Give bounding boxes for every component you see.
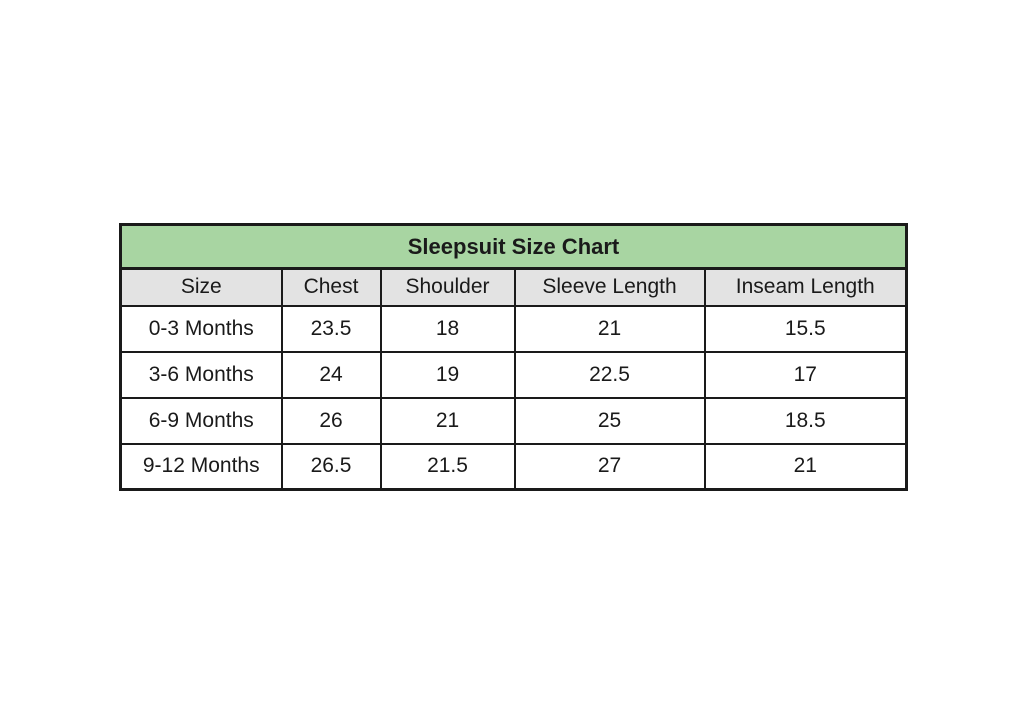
table-cell: 18.5	[705, 398, 907, 444]
table-cell: 17	[705, 352, 907, 398]
table-cell: 24	[282, 352, 381, 398]
table-cell: 23.5	[282, 306, 381, 352]
table-cell: 3-6 Months	[121, 352, 282, 398]
table-cell: 26.5	[282, 444, 381, 490]
size-chart	[119, 223, 908, 491]
column-header-shoulder: Shoulder	[381, 269, 515, 306]
table-row	[121, 352, 907, 398]
table-header-row	[121, 269, 907, 306]
table-cell: 0-3 Months	[121, 306, 282, 352]
table-cell: 26	[282, 398, 381, 444]
table-cell: 6-9 Months	[121, 398, 282, 444]
table-cell: 25	[515, 398, 705, 444]
table-title-row	[121, 225, 907, 269]
table-title: Sleepsuit Size Chart	[121, 225, 907, 269]
table-row	[121, 306, 907, 352]
table-cell: 27	[515, 444, 705, 490]
table-cell: 21	[381, 398, 515, 444]
table-cell: 9-12 Months	[121, 444, 282, 490]
table-cell: 18	[381, 306, 515, 352]
table-cell: 21.5	[381, 444, 515, 490]
column-header-sleeve-length: Sleeve Length	[515, 269, 705, 306]
table-row	[121, 398, 907, 444]
table-cell: 15.5	[705, 306, 907, 352]
table-cell: 22.5	[515, 352, 705, 398]
column-header-size: Size	[121, 269, 282, 306]
size-chart-table	[119, 223, 908, 491]
column-header-chest: Chest	[282, 269, 381, 306]
column-header-inseam-length: Inseam Length	[705, 269, 907, 306]
table-cell: 21	[705, 444, 907, 490]
table-cell: 21	[515, 306, 705, 352]
table-cell: 19	[381, 352, 515, 398]
table-row	[121, 444, 907, 490]
